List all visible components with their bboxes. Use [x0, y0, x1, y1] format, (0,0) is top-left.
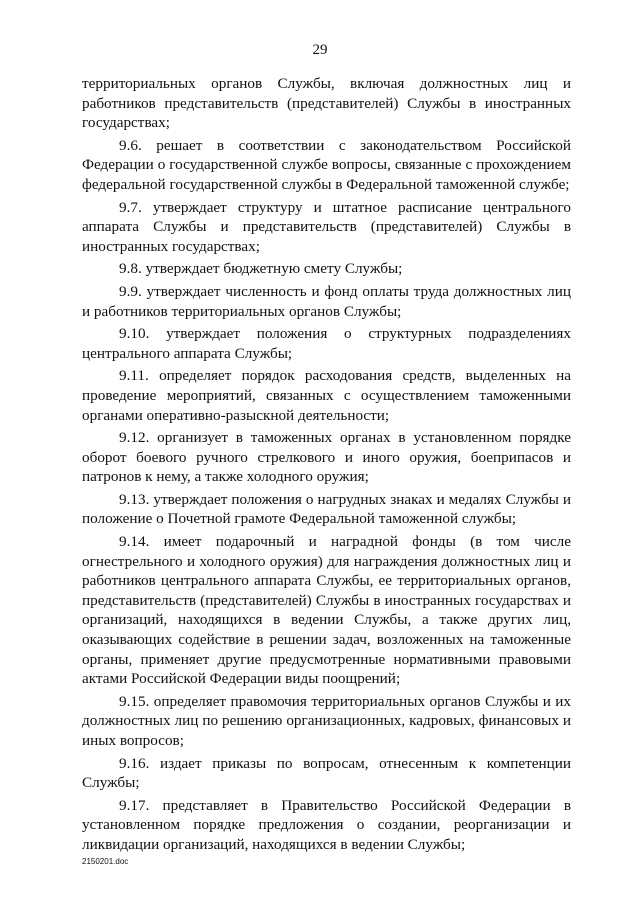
paragraph-9-7: 9.7. утверждает структуру и штатное расписание центрального аппарата Службы и представительств (представителей) Службы в иностранных государствах; [82, 198, 571, 255]
paragraph-9-8: 9.8. утверждает бюджетную смету Службы; [119, 260, 403, 278]
paragraph-9-10: 9.10. утверждает положения о структурных подразделениях центрального аппарата Службы; [82, 325, 571, 362]
paragraph-9-12: 9.12. организует в таможенных органах в установленном порядке оборот боевого ручного стрелкового и иного оружия, боеприпасов и патронов к нему, а также холодного оружия; [82, 429, 571, 486]
paragraph-9-6: 9.6. решает в соответствии с законодательством Российской Федерации о государственной службе вопросы, связанные с прохождением федеральной государственной службы в Федеральной таможенной службе; [82, 136, 571, 193]
paragraph-9-11: 9.11. определяет порядок расходования средств, выделенных на проведение мероприятий, связанных с осуществлением таможенными органами оперативно-разыскной деятельности; [82, 367, 571, 424]
footer-filename: 2150201.doc [82, 857, 129, 866]
paragraph-9-14: 9.14. имеет подарочный и наградной фонды (в том числе огнестрельного и холодного оружия) для награждения должностных лиц и работников центрального аппарата Службы, ее территориальных органов, представительств (представителей) Службы в иностранных государствах и организаций, находящихся в ведении Службы, а также других лиц, оказывающих содействие в решении задач, возложенных на таможенные органы, применяет другие предусмотренные нормативными правовыми актами Российской Федерации виды поощрений; [82, 533, 571, 688]
paragraph-9-15: 9.15. определяет правомочия территориальных органов Службы и их должностных лиц по решению организационных, кадровых, финансовых и иных вопросов; [82, 692, 571, 749]
page-number: 29 [312, 42, 328, 58]
document-body [82, 74, 571, 858]
paragraph-9-9: 9.9. утверждает численность и фонд оплаты труда должностных лиц и работников территориальных органов Службы; [82, 282, 571, 320]
paragraph-continuation: территориальных органов Службы, включая должностных лиц и работников представительств (представителей) Службы в иностранных государствах; [82, 75, 571, 132]
paragraph-9-16: 9.16. издает приказы по вопросам, отнесенным к компетенции Службы; [82, 754, 571, 792]
paragraph-9-13: 9.13. утверждает положения о нагрудных знаках и медалях Службы и положение о Почетной грамоте Федеральной таможенной службы; [82, 490, 571, 528]
paragraph-9-17: 9.17. представляет в Правительство Российской Федерации в установленном порядке предложения о создании, реорганизации и ликвидации организаций, находящихся в ведении Службы; [82, 796, 571, 853]
